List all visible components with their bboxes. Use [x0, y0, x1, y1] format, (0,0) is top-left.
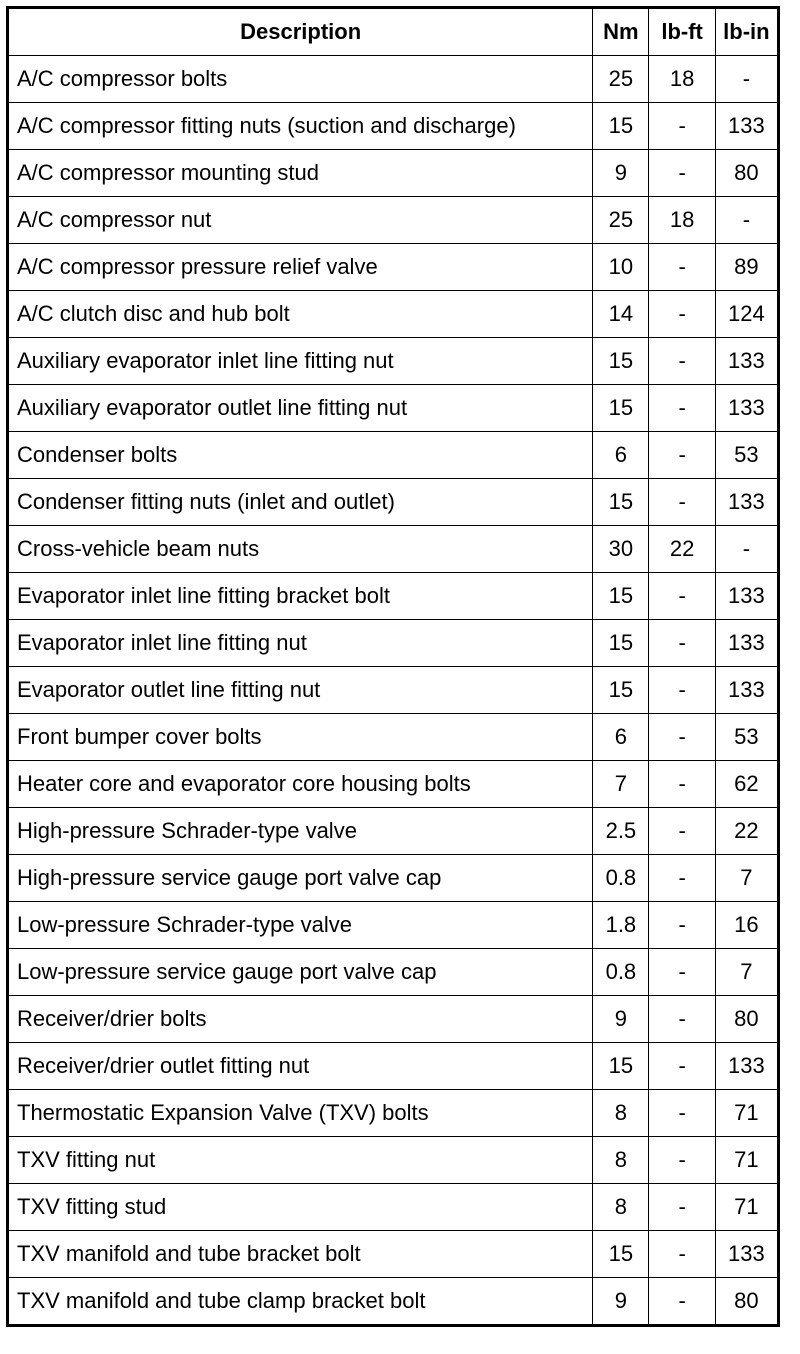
- cell-lb-ft: -: [649, 761, 715, 808]
- cell-lb-in: 133: [715, 620, 778, 667]
- cell-lb-ft: -: [649, 1043, 715, 1090]
- cell-description: A/C compressor bolts: [8, 56, 593, 103]
- table-row: [8, 855, 779, 902]
- table-row: [8, 385, 779, 432]
- cell-description: Receiver/drier outlet fitting nut: [8, 1043, 593, 1090]
- cell-lb-ft: -: [649, 1137, 715, 1184]
- cell-lb-in: 53: [715, 432, 778, 479]
- table-row: [8, 996, 779, 1043]
- cell-description: TXV manifold and tube bracket bolt: [8, 1231, 593, 1278]
- cell-lb-ft: -: [649, 714, 715, 761]
- table-row: [8, 150, 779, 197]
- table-row: [8, 1184, 779, 1231]
- cell-nm: 15: [593, 1231, 649, 1278]
- cell-lb-ft: 18: [649, 56, 715, 103]
- header-lb-ft: lb-ft: [649, 8, 715, 56]
- cell-lb-ft: -: [649, 150, 715, 197]
- cell-description: Low-pressure Schrader-type valve: [8, 902, 593, 949]
- cell-description: High-pressure service gauge port valve cap: [8, 855, 593, 902]
- table-row: [8, 808, 779, 855]
- cell-nm: 0.8: [593, 855, 649, 902]
- cell-description: Heater core and evaporator core housing bolts: [8, 761, 593, 808]
- cell-nm: 9: [593, 150, 649, 197]
- cell-lb-in: -: [715, 526, 778, 573]
- table-row: [8, 1043, 779, 1090]
- table-row: [8, 761, 779, 808]
- cell-lb-in: -: [715, 197, 778, 244]
- cell-lb-in: 71: [715, 1137, 778, 1184]
- table-row: [8, 1090, 779, 1137]
- cell-lb-in: 71: [715, 1184, 778, 1231]
- cell-nm: 14: [593, 291, 649, 338]
- cell-nm: 25: [593, 197, 649, 244]
- cell-nm: 15: [593, 103, 649, 150]
- table-row: [8, 1278, 779, 1326]
- cell-description: A/C compressor pressure relief valve: [8, 244, 593, 291]
- cell-lb-ft: 22: [649, 526, 715, 573]
- cell-nm: 10: [593, 244, 649, 291]
- cell-lb-ft: -: [649, 808, 715, 855]
- cell-lb-ft: -: [649, 620, 715, 667]
- cell-nm: 7: [593, 761, 649, 808]
- cell-lb-ft: -: [649, 479, 715, 526]
- cell-lb-in: 7: [715, 949, 778, 996]
- cell-nm: 30: [593, 526, 649, 573]
- cell-description: Evaporator inlet line fitting bracket bolt: [8, 573, 593, 620]
- cell-lb-in: 133: [715, 667, 778, 714]
- cell-description: A/C compressor fitting nuts (suction and discharge): [8, 103, 593, 150]
- table-row: [8, 432, 779, 479]
- cell-nm: 15: [593, 479, 649, 526]
- cell-lb-in: 124: [715, 291, 778, 338]
- cell-lb-in: 133: [715, 1231, 778, 1278]
- table-row: [8, 338, 779, 385]
- cell-description: Evaporator outlet line fitting nut: [8, 667, 593, 714]
- torque-specifications-table: [6, 6, 780, 1327]
- cell-nm: 6: [593, 714, 649, 761]
- cell-nm: 15: [593, 573, 649, 620]
- cell-lb-ft: -: [649, 338, 715, 385]
- cell-lb-in: 62: [715, 761, 778, 808]
- cell-nm: 8: [593, 1184, 649, 1231]
- cell-lb-ft: -: [649, 855, 715, 902]
- cell-nm: 8: [593, 1090, 649, 1137]
- cell-lb-ft: -: [649, 1090, 715, 1137]
- cell-lb-ft: -: [649, 432, 715, 479]
- cell-description: High-pressure Schrader-type valve: [8, 808, 593, 855]
- table-row: [8, 56, 779, 103]
- cell-lb-ft: -: [649, 291, 715, 338]
- cell-description: A/C clutch disc and hub bolt: [8, 291, 593, 338]
- cell-lb-in: 80: [715, 996, 778, 1043]
- table-row: [8, 1231, 779, 1278]
- cell-lb-in: 7: [715, 855, 778, 902]
- cell-nm: 0.8: [593, 949, 649, 996]
- cell-lb-in: 133: [715, 479, 778, 526]
- cell-description: Cross-vehicle beam nuts: [8, 526, 593, 573]
- cell-description: Low-pressure service gauge port valve cap: [8, 949, 593, 996]
- table-row: [8, 573, 779, 620]
- header-description: Description: [8, 8, 593, 56]
- cell-lb-in: -: [715, 56, 778, 103]
- header-row: [8, 8, 779, 56]
- cell-nm: 15: [593, 620, 649, 667]
- cell-lb-ft: -: [649, 902, 715, 949]
- cell-nm: 15: [593, 338, 649, 385]
- cell-lb-in: 80: [715, 150, 778, 197]
- cell-lb-in: 133: [715, 1043, 778, 1090]
- cell-lb-ft: -: [649, 996, 715, 1043]
- cell-lb-ft: -: [649, 573, 715, 620]
- table-body: [8, 56, 779, 1326]
- cell-lb-ft: -: [649, 1231, 715, 1278]
- cell-nm: 6: [593, 432, 649, 479]
- cell-lb-ft: -: [649, 1278, 715, 1326]
- cell-description: Auxiliary evaporator outlet line fitting nut: [8, 385, 593, 432]
- cell-lb-in: 133: [715, 338, 778, 385]
- header-nm: Nm: [593, 8, 649, 56]
- table-row: [8, 902, 779, 949]
- table-row: [8, 244, 779, 291]
- cell-lb-ft: -: [649, 244, 715, 291]
- cell-lb-ft: -: [649, 103, 715, 150]
- cell-description: Condenser fitting nuts (inlet and outlet): [8, 479, 593, 526]
- table-row: [8, 714, 779, 761]
- cell-lb-ft: -: [649, 949, 715, 996]
- cell-lb-ft: -: [649, 385, 715, 432]
- table-row: [8, 949, 779, 996]
- table-row: [8, 479, 779, 526]
- table-row: [8, 620, 779, 667]
- cell-description: A/C compressor mounting stud: [8, 150, 593, 197]
- cell-description: TXV fitting stud: [8, 1184, 593, 1231]
- cell-nm: 1.8: [593, 902, 649, 949]
- header-lb-in: lb-in: [715, 8, 778, 56]
- cell-nm: 15: [593, 1043, 649, 1090]
- cell-description: Auxiliary evaporator inlet line fitting nut: [8, 338, 593, 385]
- cell-lb-in: 16: [715, 902, 778, 949]
- cell-lb-in: 22: [715, 808, 778, 855]
- cell-lb-in: 133: [715, 385, 778, 432]
- cell-lb-ft: -: [649, 1184, 715, 1231]
- cell-lb-in: 53: [715, 714, 778, 761]
- cell-lb-ft: 18: [649, 197, 715, 244]
- cell-description: Thermostatic Expansion Valve (TXV) bolts: [8, 1090, 593, 1137]
- cell-nm: 25: [593, 56, 649, 103]
- cell-lb-in: 133: [715, 103, 778, 150]
- table-row: [8, 197, 779, 244]
- cell-lb-in: 133: [715, 573, 778, 620]
- cell-nm: 9: [593, 1278, 649, 1326]
- cell-nm: 8: [593, 1137, 649, 1184]
- table-header: [8, 8, 779, 56]
- cell-description: TXV fitting nut: [8, 1137, 593, 1184]
- table-row: [8, 1137, 779, 1184]
- cell-lb-in: 80: [715, 1278, 778, 1326]
- table-row: [8, 291, 779, 338]
- table-row: [8, 526, 779, 573]
- cell-description: TXV manifold and tube clamp bracket bolt: [8, 1278, 593, 1326]
- cell-description: Receiver/drier bolts: [8, 996, 593, 1043]
- cell-lb-in: 89: [715, 244, 778, 291]
- cell-description: A/C compressor nut: [8, 197, 593, 244]
- cell-description: Front bumper cover bolts: [8, 714, 593, 761]
- cell-lb-in: 71: [715, 1090, 778, 1137]
- cell-nm: 15: [593, 385, 649, 432]
- cell-description: Evaporator inlet line fitting nut: [8, 620, 593, 667]
- cell-nm: 2.5: [593, 808, 649, 855]
- cell-nm: 9: [593, 996, 649, 1043]
- table-row: [8, 103, 779, 150]
- table-row: [8, 667, 779, 714]
- cell-nm: 15: [593, 667, 649, 714]
- cell-description: Condenser bolts: [8, 432, 593, 479]
- cell-lb-ft: -: [649, 667, 715, 714]
